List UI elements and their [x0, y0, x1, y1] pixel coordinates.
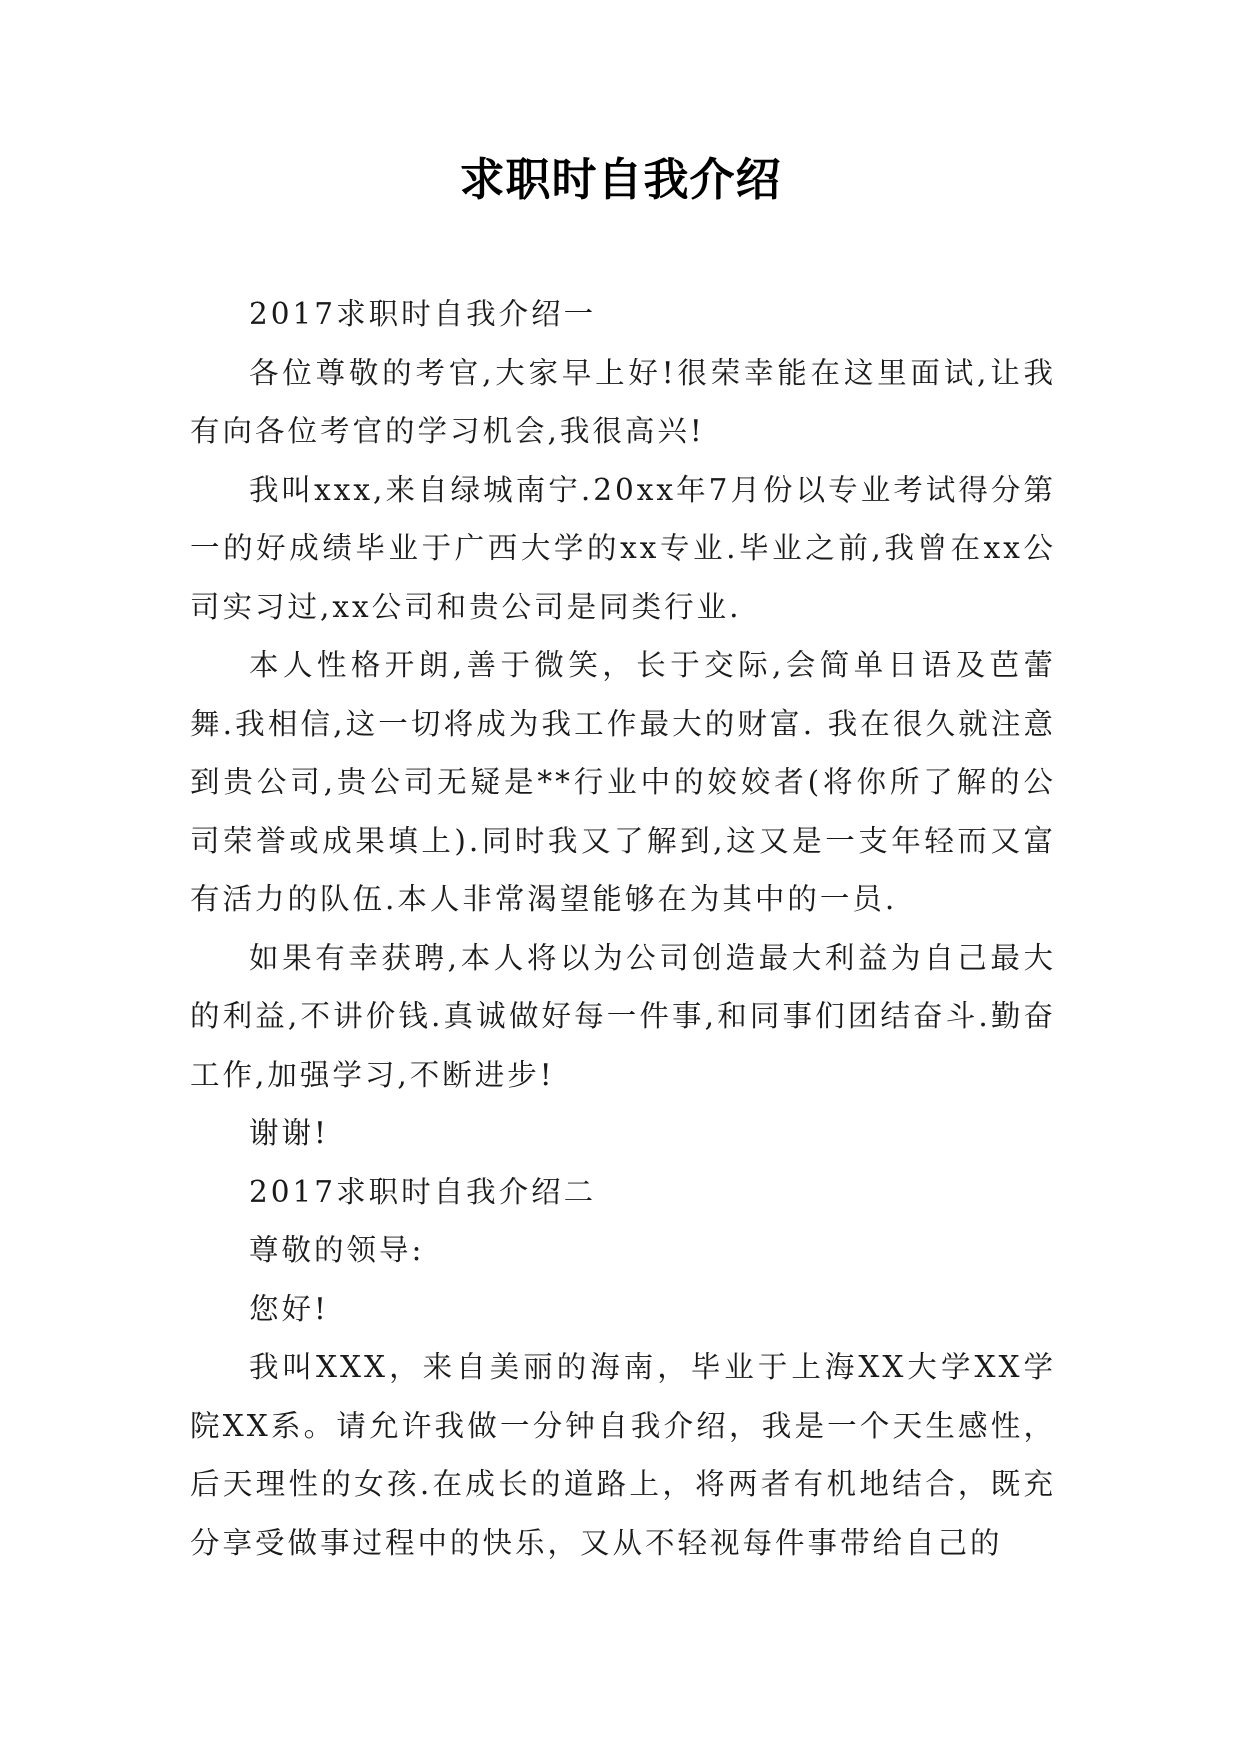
- paragraph-introduction: 我叫XXX，来自美丽的海南，毕业于上海XX大学XX学院XX系。请允许我做一分钟自我介绍，我是一个天生感性，后天理性的女孩.在成长的道路上，将两者有机地结合，既充分享受做事过程中的快乐，又从不轻视每件事带给自己的: [190, 1350, 1056, 1560]
- paragraph-personality: 本人性格开朗,善于微笑，长于交际,会简单日语及芭蕾舞.我相信,这一切将成为我工作最大的财富. 我在很久就注意到贵公司,贵公司无疑是**行业中的姣姣者(将你所了解的公司荣誉或成果填上).同时我又了解到,这又是一支年轻而又富有活力的队伍.本人非常渴望能够在为其中的一员.: [190, 648, 1056, 916]
- section-heading-one: 2017求职时自我介绍一: [249, 297, 597, 331]
- document-title: 求职时自我介绍: [459, 153, 782, 206]
- paragraph-greeting: 各位尊敬的考官,大家早上好!很荣幸能在这里面试,让我有向各位考官的学习机会,我很高兴!: [190, 355, 1056, 448]
- section-heading-two: 2017求职时自我介绍二: [249, 1174, 597, 1209]
- paragraph-thanks: 谢谢!: [249, 1116, 329, 1150]
- paragraph-hello: 您好!: [249, 1291, 329, 1326]
- paragraph-commitment: 如果有幸获聘,本人将以为公司创造最大利益为自己最大的利益,不讲价钱.真诚做好每一件事,和同事们团结奋斗.勤奋工作,加强学习,不断进步!: [190, 940, 1056, 1092]
- paragraph-background: 我叫xxx,来自绿城南宁.20xx年7月份以专业考试得分第一的好成绩毕业于广西大学的xx专业.毕业之前,我曾在xx公司实习过,xx公司和贵公司是同类行业.: [190, 472, 1056, 624]
- paragraph-salutation: 尊敬的领导:: [249, 1233, 425, 1267]
- document-body: [190, 285, 1056, 1572]
